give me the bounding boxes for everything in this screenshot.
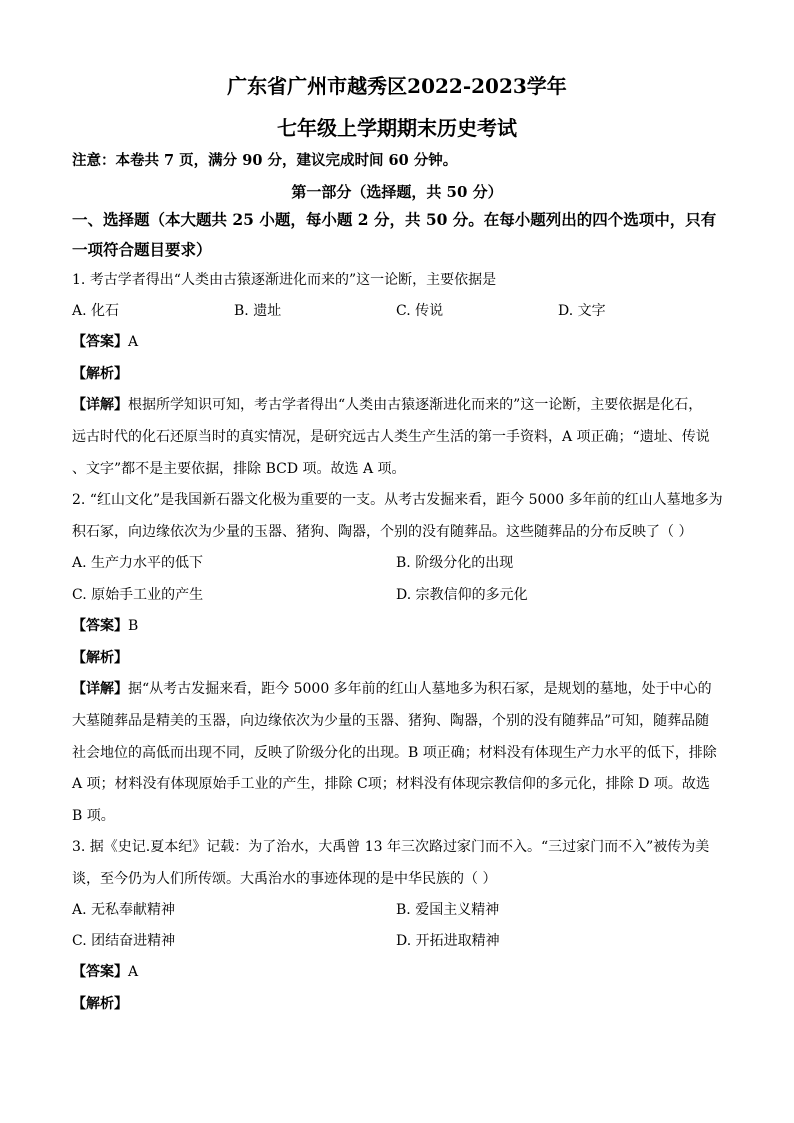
q1-detail-line3: 、文字”都不是主要依据，排除 BCD 项。故选 A 项。 (72, 461, 406, 477)
q2-detail-text1: 据“从考古发掘来看，距今 5000 多年前的红山人墓地多为积石冢，是规划的墓地，处于中心的 (128, 681, 712, 697)
q3-option-b: B. 爱国主义精神 (396, 902, 500, 918)
q3-stem-line2: 谈，至今仍为人们所传颂。大禹治水的事迹体现的是中华民族的（ ） (72, 871, 497, 887)
q1-option-b: B. 遗址 (234, 303, 282, 319)
q2-detail-line5: B 项。 (72, 808, 115, 824)
q2-detail-line2: 大墓随葬品是精美的玉器，向边缘依次为少量的玉器、猪狗、陶器，个别的没有随葬品”可知，随葬品随 (72, 713, 710, 729)
analysis-label: 【解析】 (72, 996, 128, 1012)
section1-heading-line1: 一、选择题（本大题共 25 小题，每小题 2 分，共 50 分。在每小题列出的四个选项中，只有 (72, 210, 717, 229)
q2-option-c: C. 原始手工业的产生 (72, 587, 204, 603)
q2-option-b: B. 阶级分化的出现 (396, 555, 514, 571)
detail-label: 【详解】 (72, 397, 128, 413)
q2-stem-line1: 2. “红山文化”是我国新石器文化极为重要的一支。从考古发掘来看，距今 5000 多年前的红山人墓地多为 (72, 492, 723, 508)
q1-stem: 1. 考古学者得出“人类由古猿逐渐进化而来的”这一论断，主要依据是 (72, 272, 497, 288)
q2-analysis-row (72, 648, 722, 668)
q1-option-a: A. 化石 (72, 303, 120, 319)
q3-option-d: D. 开拓进取精神 (396, 933, 500, 949)
answer-label: 【答案】 (72, 964, 128, 980)
q1-analysis-row (72, 364, 722, 384)
q2-detail-line3: 社会地位的高低而出现不同，反映了阶级分化的出现。B 项正确；材料没有体现生产力水平的低下，排除 (72, 745, 717, 761)
q1-detail-line1 (72, 395, 722, 415)
q2-answer-value: B (128, 618, 139, 634)
q1-detail-text1: 根据所学知识可知，考古学者得出“人类由古猿逐渐进化而来的”这一论断，主要依据是化石， (128, 397, 703, 413)
q2-option-d: D. 宗教信仰的多元化 (396, 587, 528, 603)
exam-title-line1: 广东省广州市越秀区2022-2023学年 (227, 74, 567, 98)
detail-label: 【详解】 (72, 681, 128, 697)
q3-option-c: C. 团结奋进精神 (72, 933, 176, 949)
q2-detail-line1 (72, 679, 722, 699)
q2-option-a: A. 生产力水平的低下 (72, 555, 204, 571)
section1-heading-line2: 一项符合题目要求） (72, 240, 212, 259)
analysis-label: 【解析】 (72, 650, 128, 666)
q3-answer-row (72, 962, 722, 982)
q1-option-d: D. 文字 (558, 303, 606, 319)
q3-stem-line1: 3. 据《史记.夏本纪》记载：为了治水，大禹曾 13 年三次路过家门而不入。“三过家门而不入”被传为美 (72, 839, 710, 855)
q1-answer-value: A (128, 334, 139, 350)
analysis-label: 【解析】 (72, 366, 128, 382)
exam-title-line2: 七年级上学期期末历史考试 (277, 116, 517, 140)
q1-option-c: C. 传说 (396, 303, 444, 319)
answer-label: 【答案】 (72, 618, 128, 634)
part1-title: 第一部分（选择题，共 50 分） (291, 183, 503, 201)
q3-answer-value: A (128, 964, 139, 980)
q2-stem-line2: 积石冢，向边缘依次为少量的玉器、猪狗、陶器，个别的没有随葬品。这些随葬品的分布反映了（ ） (72, 524, 693, 540)
q3-analysis-row (72, 994, 722, 1014)
q1-detail-line2: 远古时代的化石还原当时的真实情况，是研究远古人类生产生活的第一手资料，A 项正确；“遗址、传说 (72, 429, 710, 445)
q2-answer-row (72, 616, 722, 636)
answer-label: 【答案】 (72, 334, 128, 350)
q3-option-a: A. 无私奉献精神 (72, 902, 176, 918)
exam-notice: 注意：本卷共 7 页，满分 90 分，建议完成时间 60 分钟。 (72, 152, 458, 169)
q2-detail-line4: A 项；材料没有体现原始手工业的产生，排除 C项；材料没有体现宗教信仰的多元化，排除 D 项。故选 (72, 776, 710, 792)
q1-answer-row (72, 332, 722, 352)
